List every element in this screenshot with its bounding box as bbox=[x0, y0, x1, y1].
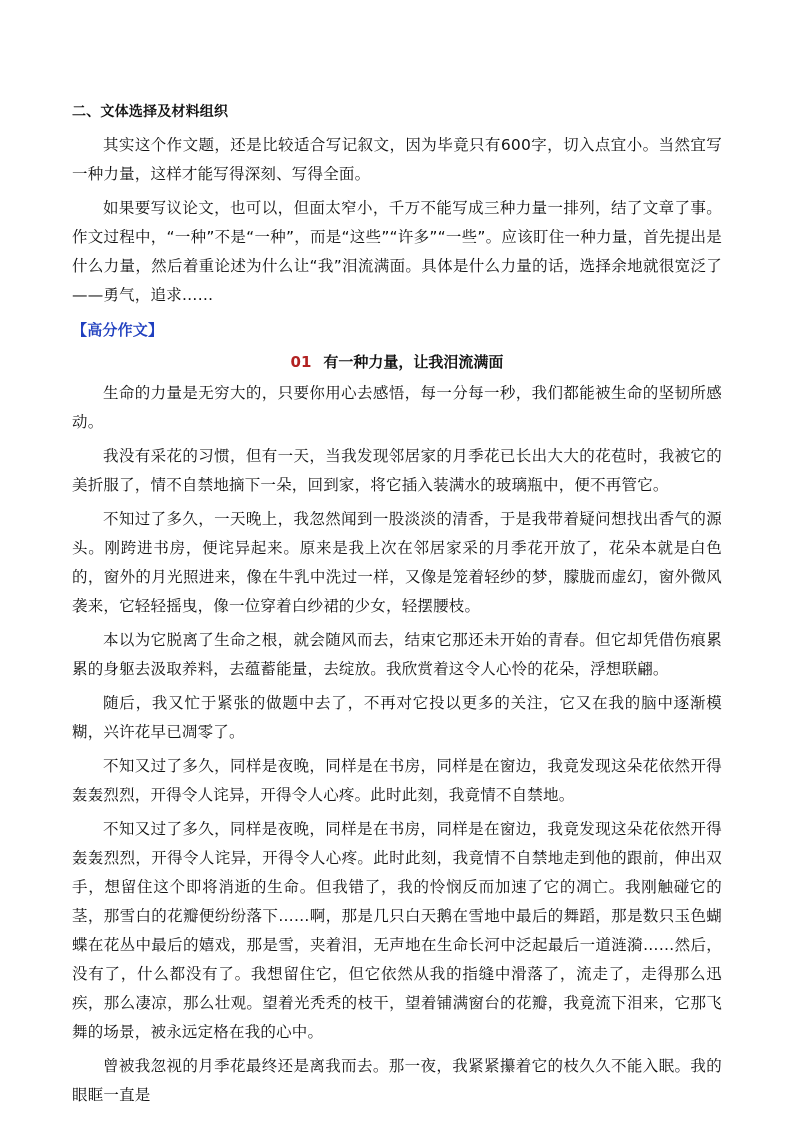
intro-paragraph: 其实这个作文题，还是比较适合写记叙文，因为毕竟只有600字，切入点宜小。当然宜写一种力量，这样才能写得深刻、写得全面。 bbox=[72, 136, 722, 183]
essay-paragraph: 我没有采花的习惯，但有一天，当我发现邻居家的月季花已长出大大的花苞时，我被它的美折服了，情不自禁地摘下一朵，回到家，将它插入装满水的玻璃瓶中，便不再管它。 bbox=[72, 447, 722, 494]
essay-paragraph: 不知过了多久，一天晚上，我忽然闻到一股淡淡的清香，于是我带着疑问想找出香气的源头。刚跨进书房，便诧异起来。原来是我上次在邻居家采的月季花开放了，花朵本就是白色的，窗外的月光照进来，像在牛乳中洗过一样，又像是笼着轻纱的梦，朦胧而虚幻，窗外微风袭来，它轻轻摇曳，像一位穿着白纱裙的少女，轻摆腰枝。 bbox=[72, 510, 722, 615]
essay-paragraph: 曾被我忽视的月季花最终还是离我而去。那一夜，我紧紧攥着它的枝久久不能入眠。我的眼眶一直是 bbox=[72, 1057, 722, 1104]
essay-number: 01 bbox=[290, 353, 312, 371]
intro-paragraph: 如果要写议论文，也可以，但面太窄小，千万不能写成三种力量一排列，结了文章了事。作文过程中，“一种”不是“一种”，而是“这些”“许多”“一些”。应该盯住一种力量，首先提出是什么力量，然后着重论述为什么让“我”泪流满面。具体是什么力量的话，选择余地就很宽泛了——勇气，追求…… bbox=[72, 199, 722, 304]
essay-paragraph: 不知又过了多久，同样是夜晚，同样是在书房，同样是在窗边，我竟发现这朵花依然开得轰轰烈烈，开得令人诧异，开得令人心疼。此时此刻，我竟情不自禁地走到他的跟前，伸出双手，想留住这个即将消逝的生命。但我错了，我的怜悯反而加速了它的凋亡。我刚触碰它的茎，那雪白的花瓣便纷纷落下……啊，那是几只白天鹅在雪地中最后的舞蹈，那是数只玉色蝴蝶在花丛中最后的嬉戏，那是雪，夹着泪，无声地在生命长河中泛起最后一道涟漪……然后，没有了，什么都没有了。我想留住它，但它依然从我的指缝中滑落了，流走了，走得那么迅疾，那么凄凉，那么壮观。望着光秃秃的枝干，望着铺满窗台的花瓣，我竟流下泪来，它那飞舞的场景，被永远定格在我的心中。 bbox=[72, 820, 722, 1041]
essay-title-text: 有一种力量，让我泪流满面 bbox=[323, 353, 504, 371]
high-score-essay-tag: 【高分作文】 bbox=[72, 321, 164, 339]
essay-paragraph: 不知又过了多久，同样是夜晚，同样是在书房，同样是在窗边，我竟发现这朵花依然开得轰轰烈烈，开得令人诧异，开得令人心疼。此时此刻，我竟情不自禁地。 bbox=[72, 757, 722, 804]
essay-paragraph: 本以为它脱离了生命之根，就会随风而去，结束它那还未开始的青春。但它却凭借伤痕累累的身躯去汲取养料，去蕴蓄能量，去绽放。我欣赏着这令人心怜的花朵，浮想联翩。 bbox=[72, 631, 722, 678]
essay-title bbox=[72, 347, 722, 377]
document-body bbox=[72, 98, 722, 1110]
essay-paragraph: 随后，我又忙于紧张的做题中去了，不再对它投以更多的关注，它又在我的脑中逐渐模糊，兴许花早已凋零了。 bbox=[72, 694, 722, 741]
section-heading: 二、文体选择及材料组织 bbox=[72, 104, 229, 120]
essay-paragraph: 生命的力量是无穷大的，只要你用心去感悟，每一分每一秒，我们都能被生命的坚韧所感动。 bbox=[72, 384, 722, 431]
